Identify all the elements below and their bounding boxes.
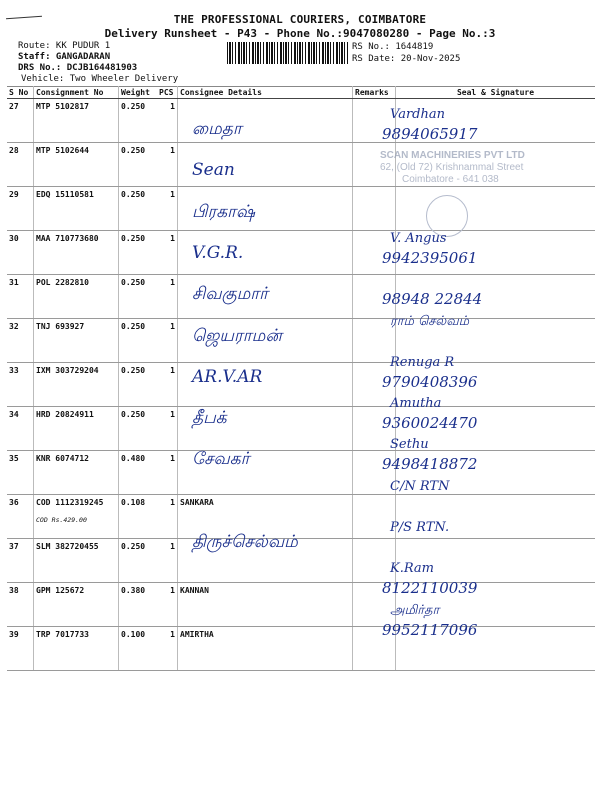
consignment-text: EDQ 15110581	[36, 190, 94, 199]
weight-text: 0.380	[121, 586, 146, 595]
sno-cell	[7, 187, 34, 231]
weight-cell	[119, 451, 158, 495]
table-row	[7, 407, 595, 451]
consignment-text: KNR 6074712	[36, 454, 89, 463]
sno-text: 38	[9, 586, 19, 595]
pcs-text: 1	[170, 586, 175, 595]
handwritten-sign: K.Ram	[390, 561, 435, 577]
handwritten-sign: அமிர்தா	[390, 602, 440, 618]
col-consignee: Consignee Details	[178, 87, 353, 99]
weight-cell	[119, 99, 158, 143]
handwritten-sign: P/S RTN.	[390, 520, 450, 535]
handwritten-phone: 9360024470	[382, 414, 478, 433]
weight-cell	[119, 143, 158, 187]
sno-text: 27	[9, 102, 19, 111]
handwritten-sign: Vardhan	[390, 107, 445, 122]
table-row	[7, 583, 595, 627]
pcs-text: 1	[170, 366, 175, 375]
sno-text: 37	[9, 542, 19, 551]
weight-text: 0.250	[121, 278, 146, 287]
weight-text: 0.250	[121, 542, 146, 551]
consignment-cell	[34, 407, 119, 451]
rs-number: RS No.: 1644819	[352, 42, 434, 52]
weight-cell	[119, 231, 158, 275]
weight-cell	[119, 583, 158, 627]
sno-text: 33	[9, 366, 19, 375]
consignment-cell	[34, 99, 119, 143]
sno-text: 32	[9, 322, 19, 331]
handwritten-consignee: பிரகாஷ்	[192, 201, 256, 222]
sno-cell	[7, 143, 34, 187]
handwritten-sign: Amutha	[390, 396, 442, 412]
sno-cell	[7, 319, 34, 363]
handwritten-sign: V. Angus	[390, 230, 447, 246]
company-title: THE PROFESSIONAL COURIERS, COIMBATORE	[173, 13, 427, 26]
pcs-text: 1	[170, 410, 175, 419]
table-row	[7, 99, 595, 143]
col-consignment: Consignment No	[34, 87, 119, 99]
pcs-cell	[157, 451, 178, 495]
cod-amount-note: COD Rs.429.00	[36, 516, 87, 524]
handwritten-sign: C/N RTN	[390, 478, 450, 494]
weight-cell	[119, 539, 158, 583]
handwritten-consignee: தீபக்	[192, 408, 227, 429]
handwritten-consignee: AR.V.AR	[192, 366, 263, 387]
sno-text: 39	[9, 630, 19, 639]
pcs-text: 1	[170, 322, 175, 331]
table-row	[7, 275, 595, 319]
company-stamp	[380, 150, 540, 198]
handwritten-phone: 9790408396	[382, 372, 478, 391]
pcs-text: 1	[170, 146, 175, 155]
consignment-cell	[34, 627, 119, 671]
weight-text: 0.250	[121, 146, 146, 155]
rs-info	[352, 41, 460, 65]
pcs-text: 1	[170, 498, 175, 507]
sno-cell	[7, 231, 34, 275]
col-weight: Weight	[119, 87, 158, 99]
table-row	[7, 231, 595, 275]
sno-cell	[7, 495, 34, 539]
consignment-cell	[34, 583, 119, 627]
weight-cell	[119, 363, 158, 407]
pcs-cell	[157, 319, 178, 363]
table-row	[7, 451, 595, 495]
sno-cell	[7, 627, 34, 671]
handwritten-phone: 9942395061	[382, 248, 478, 267]
pcs-cell	[157, 187, 178, 231]
handwritten-consignee: V.G.R.	[192, 242, 244, 263]
pcs-text: 1	[170, 190, 175, 199]
consignment-text: HRD 20824911	[36, 410, 94, 419]
weight-cell	[119, 407, 158, 451]
stamp-line-1: SCAN MACHINERIES PVT LTD	[380, 150, 525, 161]
consignment-cell	[34, 363, 119, 407]
pcs-cell	[157, 275, 178, 319]
barcode-graphic	[227, 42, 349, 64]
sno-cell	[7, 539, 34, 583]
consignment-text: SLM 382720455	[36, 542, 99, 551]
pcs-cell	[157, 627, 178, 671]
weight-cell	[119, 495, 158, 539]
weight-text: 0.250	[121, 234, 146, 243]
sno-text: 36	[9, 498, 19, 507]
staff-label: Staff: GANGADARAN	[18, 52, 111, 62]
table-header-row	[7, 87, 595, 99]
weight-cell	[119, 187, 158, 231]
pcs-text: 1	[170, 278, 175, 287]
consignment-cell	[34, 187, 119, 231]
pcs-cell	[157, 231, 178, 275]
sno-text: 34	[9, 410, 19, 419]
sno-text: 28	[9, 146, 19, 155]
pcs-text: 1	[170, 102, 175, 111]
rs-date: RS Date: 20-Nov-2025	[352, 54, 461, 64]
consignee-text: KANNAN	[180, 586, 209, 595]
col-remarks: Remarks	[353, 87, 396, 99]
weight-cell	[119, 627, 158, 671]
weight-text: 0.250	[121, 190, 146, 199]
col-sno: S No	[7, 87, 34, 99]
weight-text: 0.250	[121, 366, 146, 375]
handwritten-consignee: Sean	[192, 160, 235, 181]
pcs-text: 1	[170, 234, 175, 243]
table-row	[7, 539, 595, 583]
consignee-text: AMIRTHA	[180, 630, 214, 639]
weight-text: 0.250	[121, 322, 146, 331]
handwritten-sign: ராம் செல்வம்	[390, 313, 470, 329]
handwritten-phone: 98948 22844	[382, 290, 483, 309]
table-row	[7, 363, 595, 407]
consignment-cell	[34, 451, 119, 495]
sno-text: 31	[9, 278, 19, 287]
consignment-cell	[34, 143, 119, 187]
sno-cell	[7, 407, 34, 451]
pcs-cell	[157, 539, 178, 583]
handwritten-consignee: மைதா	[192, 119, 242, 139]
pcs-cell	[157, 407, 178, 451]
pcs-cell	[157, 143, 178, 187]
pcs-cell	[157, 99, 178, 143]
route-label: Route: KK PUDUR 1	[18, 41, 111, 51]
weight-cell	[119, 319, 158, 363]
pcs-text: 1	[170, 542, 175, 551]
sno-cell	[7, 451, 34, 495]
stamp-line-2: 62, (Old 72) Krishnammal Street	[380, 162, 524, 173]
sno-text: 30	[9, 234, 19, 243]
handwritten-sign: Renuga R	[390, 354, 455, 370]
handwritten-consignee: சிவகுமார்	[192, 284, 269, 305]
handwritten-phone: 8122110039	[382, 579, 478, 598]
consignment-text: TNJ 693927	[36, 322, 85, 331]
vehicle-label: Vehicle: Two Wheeler Delivery	[21, 74, 179, 84]
weight-text: 0.250	[121, 102, 146, 111]
weight-cell	[119, 275, 158, 319]
consignment-text: TRP 7017733	[36, 630, 89, 639]
consignee-text: SANKARA	[180, 498, 214, 507]
col-pcs: PCS	[157, 87, 178, 99]
consignment-text: COD 1112319245	[36, 498, 104, 507]
runsheet-subtitle: Delivery Runsheet - P43 - Phone No.:9047080280 - Page No.:3	[104, 27, 496, 40]
consignment-text: MAA 710773680	[36, 234, 99, 243]
pcs-text: 1	[170, 454, 175, 463]
handwritten-phone: 9952117096	[382, 620, 478, 639]
table-row	[7, 495, 595, 539]
consignment-text: MTP 5102817	[36, 102, 89, 111]
consignment-cell	[34, 495, 119, 539]
handwritten-consignee: ஜெயராமன்	[192, 325, 282, 346]
stamp-line-3: Coimbatore - 641 038	[402, 174, 499, 185]
pcs-cell	[157, 495, 178, 539]
weight-text: 0.108	[121, 498, 146, 507]
handwritten-consignee: திருச்செல்வம்	[192, 532, 298, 552]
handwritten-phone: 9894065917	[382, 125, 478, 143]
weight-text: 0.480	[121, 454, 146, 463]
handwritten-phone: 9498418872	[382, 455, 478, 474]
consignment-cell	[34, 319, 119, 363]
consignment-text: MTP 5102644	[36, 146, 89, 155]
consignment-cell	[34, 539, 119, 583]
consignment-text: IXM 303729204	[36, 366, 99, 375]
weight-text: 0.250	[121, 410, 146, 419]
sno-text: 29	[9, 190, 19, 199]
drs-label: DRS No.: DCJB164481903	[18, 63, 138, 73]
col-seal: Seal & Signature	[396, 87, 596, 99]
sno-text: 35	[9, 454, 19, 463]
consignee-cell	[178, 583, 353, 627]
handwritten-consignee: சேவகர்	[192, 449, 250, 470]
consignment-text: POL 2282810	[36, 278, 89, 287]
pcs-cell	[157, 583, 178, 627]
sno-cell	[7, 583, 34, 627]
consignment-cell	[34, 231, 119, 275]
consignee-cell	[178, 627, 353, 671]
consignment-cell	[34, 275, 119, 319]
pcs-cell	[157, 363, 178, 407]
consignment-text: GPM 125672	[36, 586, 85, 595]
table-row	[7, 319, 595, 363]
pcs-text: 1	[170, 630, 175, 639]
table-row	[7, 627, 595, 671]
weight-text: 0.100	[121, 630, 146, 639]
handwritten-sign: Sethu	[390, 437, 429, 453]
sno-cell	[7, 99, 34, 143]
sno-cell	[7, 363, 34, 407]
sno-cell	[7, 275, 34, 319]
